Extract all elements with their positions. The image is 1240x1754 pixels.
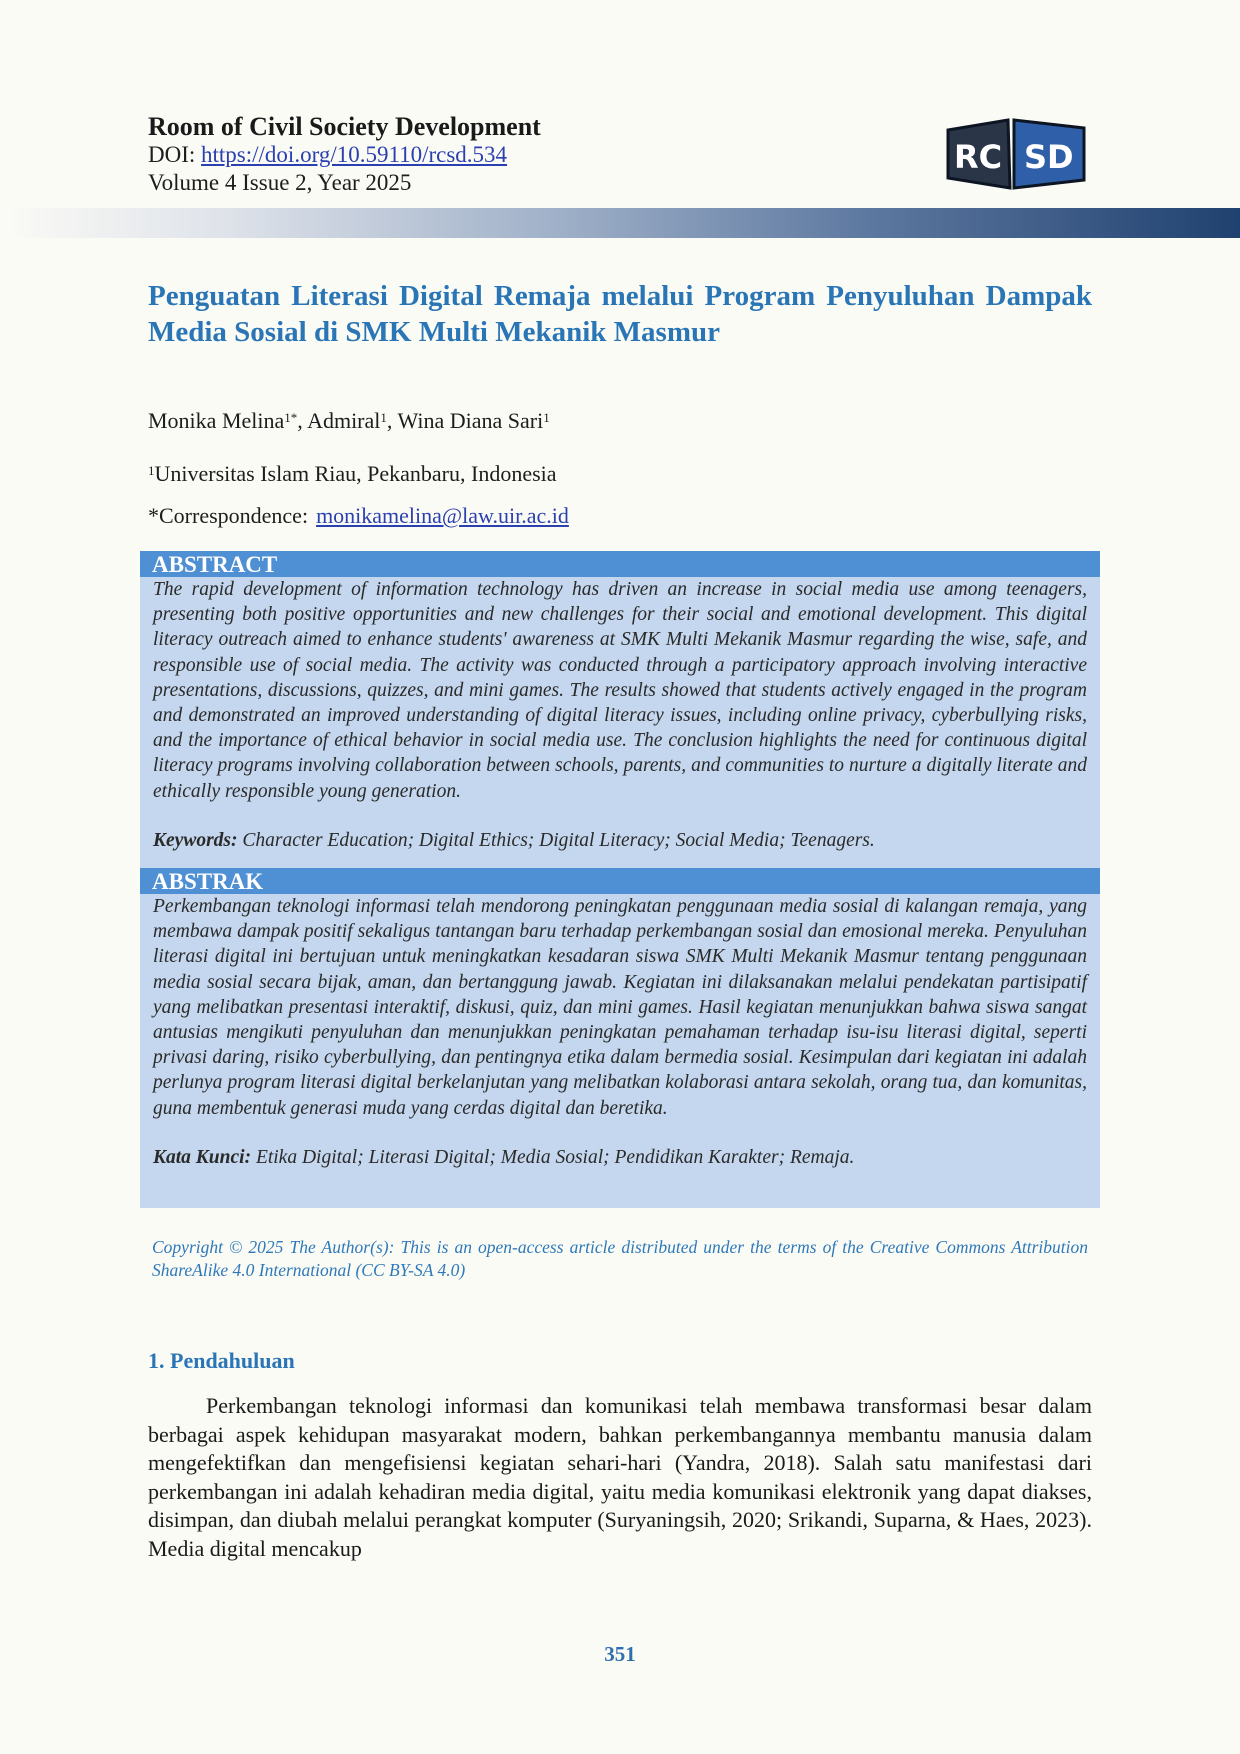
author-mark: 1* <box>284 410 298 425</box>
keywords <box>153 828 1087 853</box>
logo-text-rc: RC <box>954 138 1003 176</box>
author-mark: 1 <box>543 410 550 425</box>
abstract-box <box>140 577 1100 868</box>
abstract-text: The rapid development of information technology has driven an increase in social media use among teenagers, presenting both positive opportunities and new challenges for their social and emotional development. This digital literacy outreach aimed to enhance students' awareness at SMK Multi Mekanik Masmur regarding the wise, safe, and responsible use of social media. The activity was conducted through a participatory approach involving interactive presentations, discussions, quizzes, and mini games. The results showed that students actively engaged in the program and demonstrated an improved understanding of digital literacy issues, including online privacy, cyberbullying risks, and the importance of ethical behavior in social media use. The conclusion highlights the need for continuous digital literacy programs involving collaboration between schools, parents, and communities to nurture a digitally literate and ethically responsible young generation. <box>153 579 1087 802</box>
kata-kunci-label: Kata Kunci: <box>153 1146 252 1168</box>
kata-kunci-text: Etika Digital; Literasi Digital; Media Sosial; Pendidikan Karakter; Remaja. <box>255 1146 855 1168</box>
correspondence-label: *Correspondence: <box>148 503 309 528</box>
abstrak-box <box>140 894 1100 1208</box>
section-paragraph: Perkembangan teknologi informasi dan komunikasi telah membawa transformasi besar dalam berbagai aspek kehidupan masyarakat modern, bahkan perkembangannya membantu manusia dalam mengefektifkan dan mengefisiensi kegiatan sehari-hari (Yandra, 2018). Salah satu manifestasi dari perkembangan ini adalah kehadiran media digital, yaitu media komunikasi elektronik yang dapat diakses, disimpan, dan diubah melalui perangkat komputer (Suryaningsih, 2020; Srikandi, Suparna, & Haes, 2023). Media digital mencakup <box>148 1393 1092 1561</box>
journal-logo <box>944 116 1086 192</box>
keywords-text: Character Education; Digital Ethics; Digital Literacy; Social Media; Teenagers. <box>242 829 875 851</box>
abstract-heading: ABSTRACT <box>140 551 1100 577</box>
affiliation-text: Universitas Islam Riau, Pekanbaru, Indonesia <box>154 461 557 486</box>
header-banner <box>0 208 1240 238</box>
journal-name: Room of Civil Society Development <box>148 112 541 141</box>
logo-text-sd: SD <box>1024 138 1074 176</box>
author-name: Monika Melina <box>148 408 285 433</box>
page-number: 351 <box>604 1642 636 1666</box>
doi-line <box>148 142 507 168</box>
correspondence <box>148 503 569 529</box>
author-mark: 1 <box>380 410 387 425</box>
author-list: Monika Melina$^{1*}$, Admiral$^1$, Wina Diana Sari$^1$ <box>148 408 550 433</box>
copyright-notice: Copyright © 2025 The Author(s): This is an open-access article distributed under the terms of the Creative Commons Attribution ShareAlike 4.0 International (CC BY-SA 4.0) <box>152 1237 1088 1280</box>
doi-link[interactable]: https://doi.org/10.59110/rcsd.534 <box>201 142 508 167</box>
section-heading: 1. Pendahuluan <box>148 1348 295 1373</box>
volume-info: Volume 4 Issue 2, Year 2025 <box>148 170 412 195</box>
article-title: Penguatan Literasi Digital Remaja melalui Program Penyuluhan Dampak Media Sosial di SMK Multi Mekanik Masmur <box>148 280 1092 348</box>
doi-label: DOI: <box>148 142 202 167</box>
abstrak-heading: ABSTRAK <box>140 868 1100 894</box>
author-name: Admiral <box>307 408 381 433</box>
kata-kunci <box>153 1145 1087 1170</box>
affiliation <box>148 461 557 487</box>
author-name: Wina Diana Sari <box>397 408 544 433</box>
keywords-label: Keywords: <box>153 829 238 851</box>
correspondence-email-link[interactable]: monikamelina@law.uir.ac.id <box>316 503 569 528</box>
affiliation-mark: 1 <box>148 463 155 478</box>
abstrak-text: Perkembangan teknologi informasi telah mendorong peningkatan penggunaan media sosial di kalangan remaja, yang membawa dampak positif sekaligus tantangan baru terhadap perkembangan sosial dan emosional mereka. Penyuluhan literasi digital ini bertujuan untuk meningkatkan kesadaran siswa SMK Multi Mekanik Masmur tentang penggunaan media sosial secara bijak, aman, dan bertanggung jawab. Kegiatan ini dilaksanakan melalui pendekatan partisipatif yang melibatkan presentasi interaktif, diskusi, quiz, dan mini games. Hasil kegiatan menunjukkan bahwa siswa sangat antusias mengikuti penyuluhan dan menunjukkan peningkatan pemahaman terhadap isu-isu literasi digital, seperti privasi daring, risiko cyberbullying, dan pentingnya etika dalam bermedia sosial. Kesimpulan dari kegiatan ini adalah perlunya program literasi digital berkelanjutan yang melibatkan kolaborasi antara sekolah, orang tua, dan komunitas, guna membentuk generasi muda yang cerdas digital dan beretika. <box>153 896 1087 1119</box>
